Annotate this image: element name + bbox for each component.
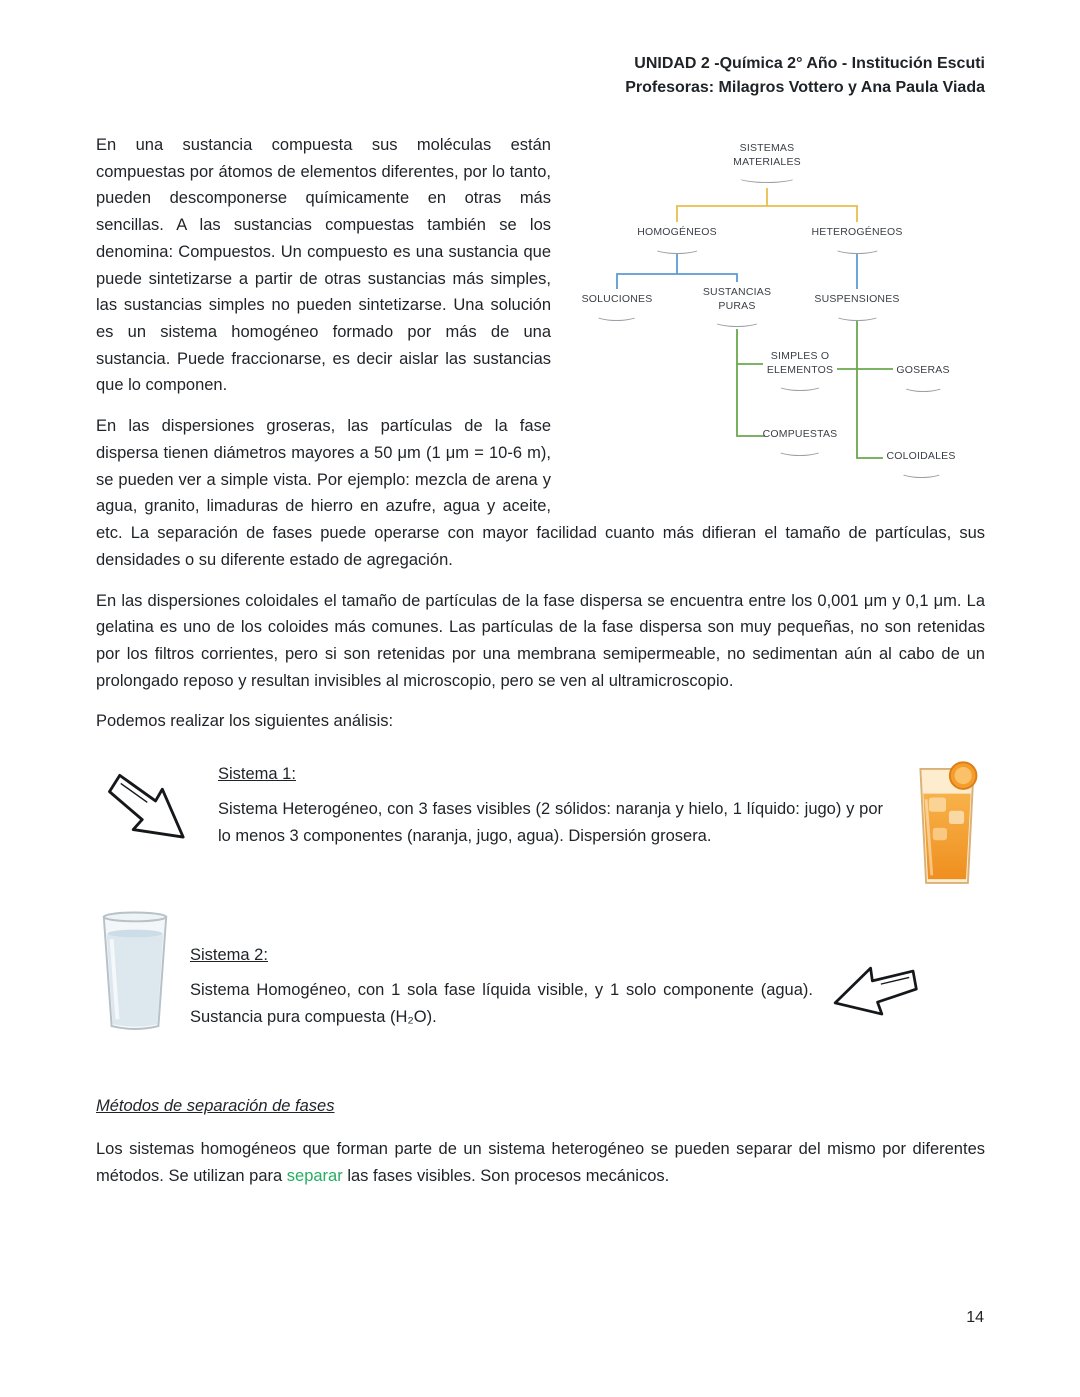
- paragraph-coarse-dispersions: En las dispersiones groseras, las partículas de la fase dispersa tienen diámetros mayores a 50 μm (1 μm = 10-6 m), se pueden ver a simple vista. Por ejemplo: mezcla de arena y agua, granito, limaduras de hierro en azufre, agua y aceite, etc. La separación de fases puede operarse con mayor facilidad cuanto más difieran el tamaño de partículas, sus densidades o su diferente estado de agregación.: [96, 417, 985, 569]
- diagram-node-coloidales: COLOIDALES: [886, 450, 955, 478]
- page-number: 14: [966, 1309, 984, 1326]
- header-course-line: UNIDAD 2 -Química 2° Año - Institución Escuti: [634, 55, 985, 72]
- diagram-node-simples-o-elementos: SIMPLES O ELEMENTOS: [759, 350, 841, 391]
- diagram-node-goseras: GOSERAS: [896, 364, 949, 392]
- node-arc: [834, 243, 880, 254]
- arrow-doodle-left-icon: [823, 952, 927, 1039]
- diagram-node-sistemas-materiales: SISTEMAS MATERIALES: [720, 142, 814, 183]
- node-arc: [835, 310, 879, 321]
- sistema-2-title: Sistema 2:: [190, 946, 268, 965]
- paragraph-compound-substances: En una sustancia compuesta sus moléculas están compuestas por átomos de elementos diferentes, por lo tanto, pueden descomponerse químicamente en otras más sencillas. A las sustancias compuestas también se los denomina: Compuestos. Un compuesto es una sustancia que puede sintetizarse a partir de otras sustancias más simples, las sustancias simples no pueden sintetizarse. Una solución es un sistema homogéneo formado por más de una sustancia. Puede fraccionarse, es decir aislar las sustancias que lo componen.: [96, 136, 551, 395]
- node-arc: [778, 380, 822, 391]
- methods-paragraph: [96, 1136, 985, 1189]
- sistema-1-description: Sistema Heterogéneo, con 3 fases visibles (2 sólidos: naranja y hielo, 1 líquido: jugo) y por lo menos 3 componentes (naranja, jugo, agua). Dispersión grosera.: [218, 800, 883, 845]
- methods-text-before: Los sistemas homogéneos que forman parte de un sistema heterogéneo se pueden separar del mismo por diferentes métodos. Se utilizan para: [96, 1140, 985, 1185]
- orange-juice-glass-image: [909, 761, 985, 894]
- node-arc: [596, 310, 638, 321]
- sistema-2-description: Sistema Homogéneo, con 1 sola fase líquida visible, y 1 solo componente (agua). Sustancia pura compuesta (H₂O).: [190, 981, 813, 1026]
- water-glass-image: [96, 910, 174, 1038]
- diagram-node-compuestas: COMPUESTAS: [763, 428, 838, 456]
- sistema-1-text: [218, 765, 883, 849]
- node-arc: [714, 316, 760, 327]
- methods-highlight-word: separar: [286, 1166, 343, 1185]
- diagram-node-sustancias-puras: SUSTANCIAS PURAS: [691, 286, 783, 327]
- paragraph-analysis-intro: Podemos realizar los siguientes análisis:: [96, 712, 394, 731]
- materials-systems-concept-map: [565, 136, 985, 512]
- sistema-2-section: [96, 910, 985, 1039]
- sistema-1-section: [96, 761, 985, 894]
- diagram-node-homogeneos: HOMOGÉNEOS: [637, 226, 717, 254]
- arrow-doodle-down-right-icon: [96, 771, 204, 862]
- diagram-node-suspensiones: SUSPENSIONES: [814, 293, 899, 321]
- node-arc: [778, 445, 822, 456]
- header-professors-line: Profesoras: Milagros Vottero y Ana Paula Viada: [625, 79, 985, 96]
- node-arc: [738, 172, 796, 183]
- node-arc: [900, 467, 942, 478]
- methods-text-after: las fases visibles. Son procesos mecánicos.: [342, 1166, 670, 1185]
- node-arc: [903, 381, 943, 392]
- document-header: [96, 52, 985, 100]
- sistema-1-title: Sistema 1:: [218, 765, 296, 784]
- paragraph-colloidal-dispersions: En las dispersiones coloidales el tamaño de partículas de la fase dispersa se encuentra entre los 0,001 μm y 0,1 μm. La gelatina es uno de los coloides más comunes. Las partículas de la fase dispersa son muy pequeñas, no son retenidas por los filtros corrientes, pero si son retenidas por una membrana semipermeable, no sedimentan aún al cabo de un prolongado reposo y resultan invisibles al microscopio, pero se ven al ultramicroscopio.: [96, 591, 985, 690]
- node-arc: [654, 243, 700, 254]
- diagram-node-soluciones: SOLUCIONES: [582, 293, 653, 321]
- sistema-2-text: [190, 946, 813, 1030]
- diagram-node-heterogeneos: HETEROGÉNEOS: [811, 226, 902, 254]
- methods-section-heading: Métodos de separación de fases: [96, 1097, 335, 1116]
